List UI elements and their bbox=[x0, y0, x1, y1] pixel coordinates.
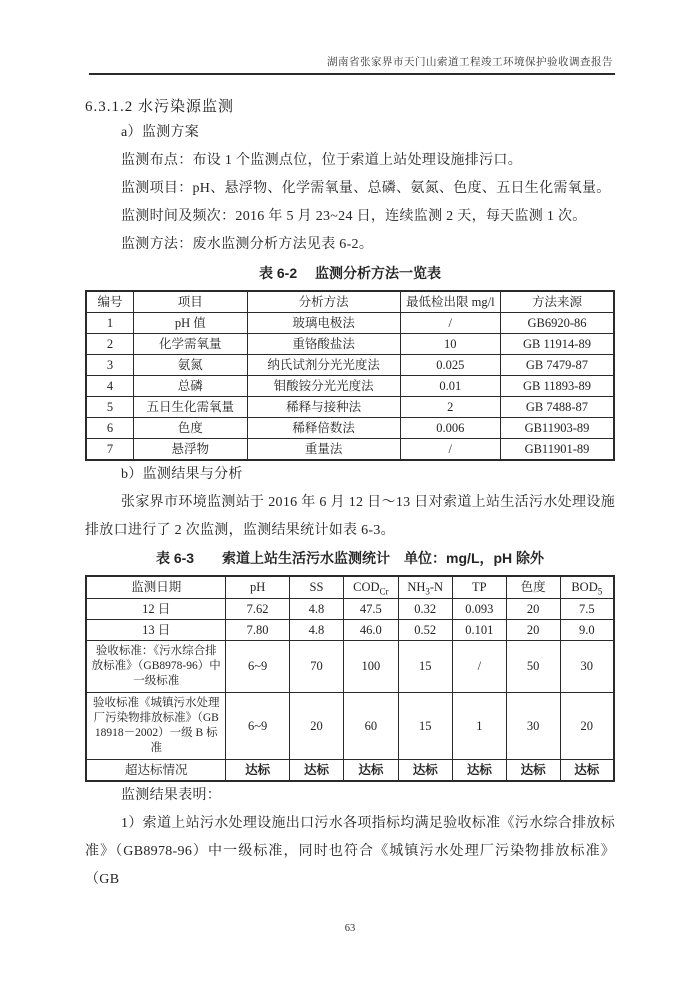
table-cell: 钼酸铵分光光度法 bbox=[247, 376, 400, 397]
table-cell: 玻璃电极法 bbox=[247, 313, 400, 334]
table-cell: 总磷 bbox=[134, 376, 248, 397]
table-cell: 100 bbox=[344, 640, 398, 692]
table-cell: GB11903-89 bbox=[500, 418, 614, 439]
table-cell: 超达标情况 bbox=[86, 759, 226, 781]
table-cell: 15 bbox=[398, 692, 452, 759]
table-cell: 0.52 bbox=[398, 619, 452, 640]
table-cell: 4.8 bbox=[289, 619, 343, 640]
para-results-intro: 张家界市环境监测站于 2016 年 6 月 12 日～13 日对索道上站生活污水处理设施排放口进行了 2 次监测，监测结果统计如表 6-3。 bbox=[85, 495, 615, 538]
table-cell: 9.0 bbox=[560, 619, 614, 640]
table-cell: 12 日 bbox=[86, 598, 226, 619]
table-header-cell: $COD_{Cr}$ bbox=[344, 576, 398, 598]
table-cell: 6 bbox=[86, 418, 134, 439]
table-cell: 0.32 bbox=[398, 598, 452, 619]
table-cell: GB6920-86 bbox=[500, 313, 614, 334]
table-cell: 1 bbox=[86, 313, 134, 334]
table-header-cell: $NH_3-N$ bbox=[398, 576, 452, 598]
table-cell: 4 bbox=[86, 376, 134, 397]
table-cell: / bbox=[452, 640, 506, 692]
table-cell: 0.01 bbox=[400, 376, 500, 397]
table-header-row bbox=[86, 576, 614, 598]
table-cell: 10 bbox=[400, 334, 500, 355]
table-6-2-caption: 表 6-2 监测分析方法一览表 bbox=[258, 265, 441, 281]
subheading-b: b）监测结果与分析 bbox=[121, 467, 243, 482]
table-cell: 5 bbox=[86, 397, 134, 418]
header-title: 湖南省张家界市天门山索道工程竣工环境保护验收调查报告 bbox=[327, 57, 613, 68]
table-cell: 2 bbox=[86, 334, 134, 355]
table-row bbox=[86, 598, 614, 619]
table-cell: 60 bbox=[344, 692, 398, 759]
table-cell: 3 bbox=[86, 355, 134, 376]
table-cell: 4.8 bbox=[289, 598, 343, 619]
table-cell: 20 bbox=[560, 692, 614, 759]
table-header-cell: 编号 bbox=[86, 291, 134, 313]
para-monitoring-point: 监测布点：布设 1 个监测点位，位于索道上站处理设施排污口。 bbox=[121, 153, 522, 168]
table-header-cell: TP bbox=[452, 576, 506, 598]
table-cell: 达标 bbox=[452, 759, 506, 781]
table-6-3-caption: 表 6-3 索道上站生活污水监测统计 单位：mg/L，pH 除外 bbox=[155, 550, 545, 566]
table-cell: 46.0 bbox=[344, 619, 398, 640]
table-header-cell: 分析方法 bbox=[247, 291, 400, 313]
table-cell: 6~9 bbox=[226, 640, 289, 692]
page-number: 63 bbox=[344, 923, 356, 934]
subheading-a: a）监测方案 bbox=[121, 125, 200, 140]
table-row bbox=[86, 759, 614, 781]
table-cell: 50 bbox=[506, 640, 560, 692]
table-header-cell: 最低检出限 mg/l bbox=[400, 291, 500, 313]
table-header-cell: 监测日期 bbox=[86, 576, 226, 598]
table-cell: 达标 bbox=[344, 759, 398, 781]
table-header-cell: $BOD_5$ bbox=[560, 576, 614, 598]
table-cell: 6~9 bbox=[226, 692, 289, 759]
table-cell: 达标 bbox=[289, 759, 343, 781]
table-cell: 验收标准《城镇污水处理厂污染物排放标准》（GB 18918－2002）一级 B 标准 bbox=[86, 692, 226, 759]
table-cell: 0.093 bbox=[452, 598, 506, 619]
table-cell: 13 日 bbox=[86, 619, 226, 640]
table-cell: 7.80 bbox=[226, 619, 289, 640]
table-cell: 五日生化需氧量 bbox=[134, 397, 248, 418]
table-row bbox=[86, 355, 614, 376]
table-cell: 达标 bbox=[226, 759, 289, 781]
table-cell: 化学需氧量 bbox=[134, 334, 248, 355]
page-header bbox=[0, 0, 700, 75]
table-row bbox=[86, 376, 614, 397]
table-cell: 氨氮 bbox=[134, 355, 248, 376]
table-cell: 20 bbox=[506, 619, 560, 640]
table-header-cell: SS bbox=[289, 576, 343, 598]
table-cell: 30 bbox=[506, 692, 560, 759]
table-cell: 1 bbox=[452, 692, 506, 759]
table-cell: 7 bbox=[86, 439, 134, 461]
table-cell: 7.62 bbox=[226, 598, 289, 619]
table-header-cell: 项目 bbox=[134, 291, 248, 313]
table-cell: 70 bbox=[289, 640, 343, 692]
table-6-2 bbox=[85, 290, 615, 461]
table-row bbox=[86, 334, 614, 355]
table-row bbox=[86, 619, 614, 640]
table-cell: pH 值 bbox=[134, 313, 248, 334]
table-cell: 20 bbox=[506, 598, 560, 619]
table-cell: 悬浮物 bbox=[134, 439, 248, 461]
table-cell: GB 11914-89 bbox=[500, 334, 614, 355]
page-content bbox=[0, 95, 700, 894]
para-results-lead: 监测结果表明： bbox=[121, 787, 222, 803]
table-header-cell: pH bbox=[226, 576, 289, 598]
table-cell: 验收标准：《污水综合排放标准》（GB8978-96）中一级标准 bbox=[86, 640, 226, 692]
header-rule bbox=[89, 73, 615, 75]
table-row bbox=[86, 439, 614, 461]
para-results-item1: 1）索道上站污水处理设施出口污水各项指标均满足验收标准《污水综合排放标准》（GB8978-96）中一级标准，同时也符合《城镇污水处理厂污染物排放标准》（GB bbox=[85, 815, 615, 887]
table-cell: GB 7488-87 bbox=[500, 397, 614, 418]
table-cell: 稀释倍数法 bbox=[247, 418, 400, 439]
table-row bbox=[86, 313, 614, 334]
table-cell: 20 bbox=[289, 692, 343, 759]
table-row bbox=[86, 397, 614, 418]
table-cell: 0.025 bbox=[400, 355, 500, 376]
table-header-cell: 色度 bbox=[506, 576, 560, 598]
table-cell: 0.006 bbox=[400, 418, 500, 439]
table-cell: 0.101 bbox=[452, 619, 506, 640]
table-row bbox=[86, 418, 614, 439]
table-cell: 达标 bbox=[506, 759, 560, 781]
table-row bbox=[86, 692, 614, 759]
table-cell: 稀释与接种法 bbox=[247, 397, 400, 418]
table-cell: / bbox=[400, 313, 500, 334]
table-cell: 达标 bbox=[560, 759, 614, 781]
table-cell: 7.5 bbox=[560, 598, 614, 619]
table-cell: 15 bbox=[398, 640, 452, 692]
table-cell: 纳氏试剂分光光度法 bbox=[247, 355, 400, 376]
table-cell: 2 bbox=[400, 397, 500, 418]
table-row bbox=[86, 640, 614, 692]
table-cell: GB 11893-89 bbox=[500, 376, 614, 397]
table-6-3 bbox=[85, 575, 615, 782]
table-cell: 47.5 bbox=[344, 598, 398, 619]
table-cell: 重铬酸盐法 bbox=[247, 334, 400, 355]
table-cell: 30 bbox=[560, 640, 614, 692]
section-heading: 6.3.1.2 水污染源监测 bbox=[85, 99, 235, 115]
table-cell: / bbox=[400, 439, 500, 461]
table-header-row bbox=[86, 291, 614, 313]
table-cell: 色度 bbox=[134, 418, 248, 439]
para-monitoring-schedule: 监测时间及频次：2016 年 5 月 23~24 日，连续监测 2 天，每天监测 1 次。 bbox=[121, 209, 587, 224]
para-monitoring-method: 监测方法：废水监测分析方法见表 6-2。 bbox=[121, 237, 374, 252]
table-cell: GB11901-89 bbox=[500, 439, 614, 461]
table-header-cell: 方法来源 bbox=[500, 291, 614, 313]
table-cell: 达标 bbox=[398, 759, 452, 781]
para-monitoring-items: 监测项目：pH、悬浮物、化学需氧量、总磷、氨氮、色度、五日生化需氧量。 bbox=[121, 181, 611, 196]
table-cell: GB 7479-87 bbox=[500, 355, 614, 376]
table-cell: 重量法 bbox=[247, 439, 400, 461]
